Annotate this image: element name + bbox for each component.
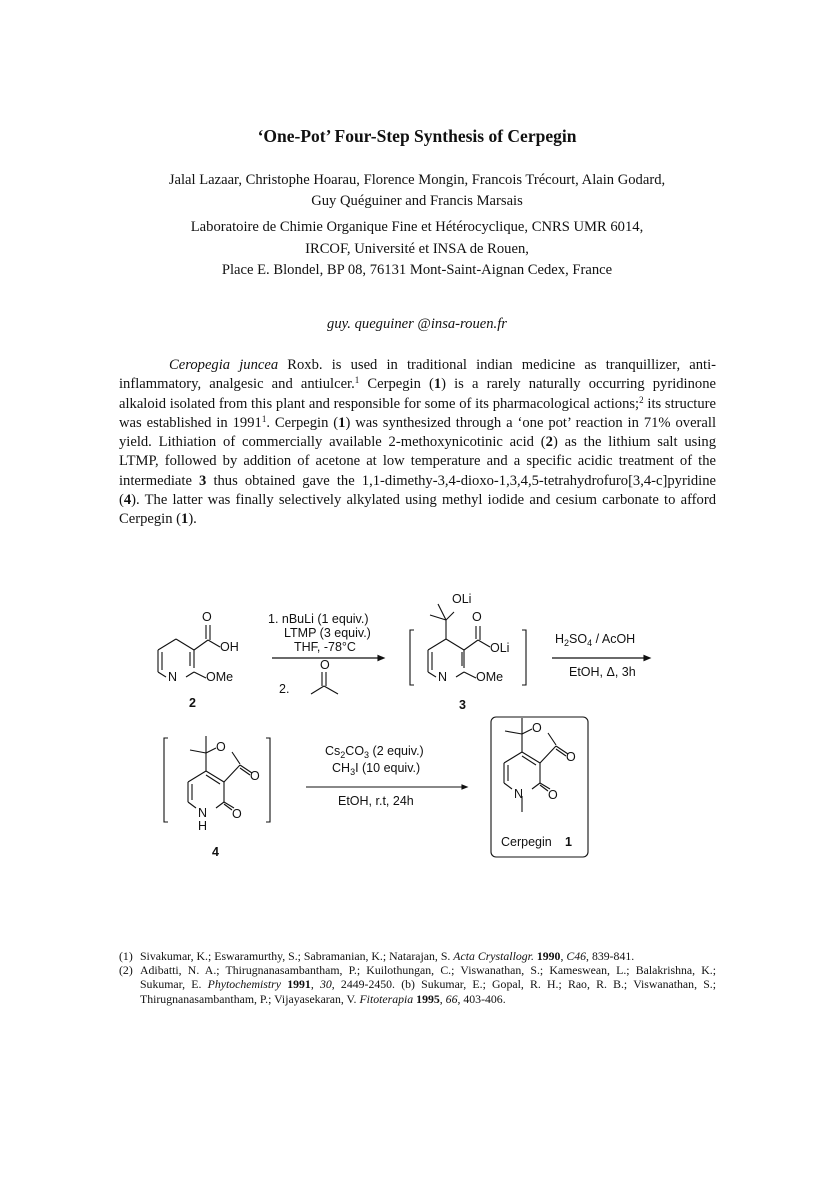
citation-1b[interactable]: 1	[261, 413, 267, 424]
species-name: Ceropegia juncea	[169, 357, 279, 373]
step1-step2-label: 2.	[279, 682, 290, 696]
atom-label-OLi-top: OLi	[452, 592, 472, 606]
compound-number-2: 2	[189, 696, 196, 710]
abstract	[119, 356, 716, 530]
compound-number-4: 4	[212, 845, 219, 859]
atom-label-OMe: OMe	[206, 670, 234, 684]
step2-conditions: EtOH, Δ, 3h	[569, 665, 636, 679]
atom-label-N: N	[198, 806, 208, 820]
atom-label-N: N	[168, 670, 178, 684]
atom-label-N: N	[514, 787, 524, 801]
step3-alkylating-agent: $CH_3I$ (10 equiv.)	[332, 761, 421, 777]
scheme-bonds	[0, 590, 834, 880]
atom-label-OMe: OMe	[476, 670, 504, 684]
step1-reagent-1: 1. nBuLi (1 equiv.)	[268, 612, 369, 626]
reference-1: (1) Sivakumar, K.; Eswaramurthy, S.; Sabramanian, K.; Natarajan, S. Acta Crystallogr. 1990, C46, 839-841.	[119, 949, 635, 963]
authors-line-2: Guy Quéguiner and Francis Marsais	[311, 193, 523, 209]
authors-line-1: Jalal Lazaar, Christophe Hoarau, Florence Mongin, Francois Trécourt, Alain Godard,	[168, 172, 666, 188]
affiliation	[100, 217, 734, 282]
citation-1[interactable]: 1	[354, 375, 360, 386]
references	[119, 949, 716, 1006]
acetone-O-label: O	[320, 658, 330, 672]
affiliation-line-3: Place E. Blondel, BP 08, 76131 Mont-Saint-Aignan Cedex, France	[221, 262, 613, 278]
abstract-paragraph: Ceropegia juncea Roxb. is used in traditional indian medicine as tranquillizer, anti-inflammatory, analgesic and antiulcer.$^1$ Cerpegin (1) is a rarely naturally occurring pyridinone alkaloid isolated from this plant and responsible for some of its pharmacological actions;$^2$ its structure was established in 1991$^1$. Cerpegin (1) was synthesized through a ‘one pot’ reaction in 71% overall yield. Lithiation of commercially available 2-methoxynicotinic acid (2) as the lithium salt using LTMP, followed by addition of acetone at low temperature and a specific acidic treatment of the intermediate 3 thus obtained gave the 1,1-dimethy-3,4-dioxo-1,3,4,5-tetrahydrofuro[3,4-c]pyridine (4). The latter was finally selectively alkylated using methyl iodide and cesium carbonate to afford Cerpegin (1).	[119, 357, 717, 528]
citation-2[interactable]: 2	[639, 394, 644, 405]
atom-label-O: O	[202, 610, 212, 624]
compound-name-cerpegin: Cerpegin	[501, 835, 552, 849]
atom-label-O-carbonyl: O	[250, 769, 260, 783]
compound-number-1: 1	[565, 835, 572, 849]
atom-label-O-ring: O	[216, 740, 226, 754]
affiliation-line-2: IRCOF, Université et INSA de Rouen,	[305, 240, 529, 257]
atom-label-O-carbonyl: O	[566, 750, 576, 764]
atom-label-O-carbonyl: O	[232, 807, 242, 821]
step3-base: $Cs_2CO_3$ (2 equiv.)	[325, 744, 424, 760]
step2-reagent: $H_2SO_4$ / AcOH	[555, 632, 636, 648]
paper-title: ‘One-Pot’ Four-Step Synthesis of Cerpegin	[257, 126, 577, 146]
atom-label-OLi: OLi	[490, 641, 510, 655]
step1-conditions: THF, -78°C	[294, 640, 356, 654]
affiliation-line-1: Laboratoire de Chimie Organique Fine et Hétérocyclique, CNRS UMR 6014,	[190, 219, 644, 235]
step3-conditions: EtOH, r.t, 24h	[338, 794, 414, 808]
atom-label-N: N	[438, 670, 448, 684]
atom-label-O: O	[472, 610, 482, 624]
author-list	[100, 170, 734, 212]
step1-reagent-2: LTMP (3 equiv.)	[284, 626, 371, 640]
atom-label-OH: OH	[220, 640, 239, 654]
atom-label-O-ring: O	[532, 721, 542, 735]
reference-2: (2) Adibatti, N. A.; Thirugnanasambantham, P.; Kuilothungan, C.; Viswanathan, S.; Kameswean, L.; Balakrishna, K.; Sukumar, E. Phytochemistry 1991, 30, 2449-2450. (b) Sukumar, E.; Gopal, R. H.; Rao, R. B.; Viswanathan, S.; Thirugnanasambantham, P.; Vijayasekaran, V. Fitoterapia 1995, 66, 403-406.	[119, 963, 716, 1006]
atom-label-H: H	[198, 819, 208, 833]
reaction-scheme	[0, 590, 834, 880]
compound-number-3: 3	[459, 698, 466, 712]
atom-label-O-carbonyl: O	[548, 788, 558, 802]
contact-email[interactable]: guy. queguiner @insa-rouen.fr	[327, 316, 507, 332]
